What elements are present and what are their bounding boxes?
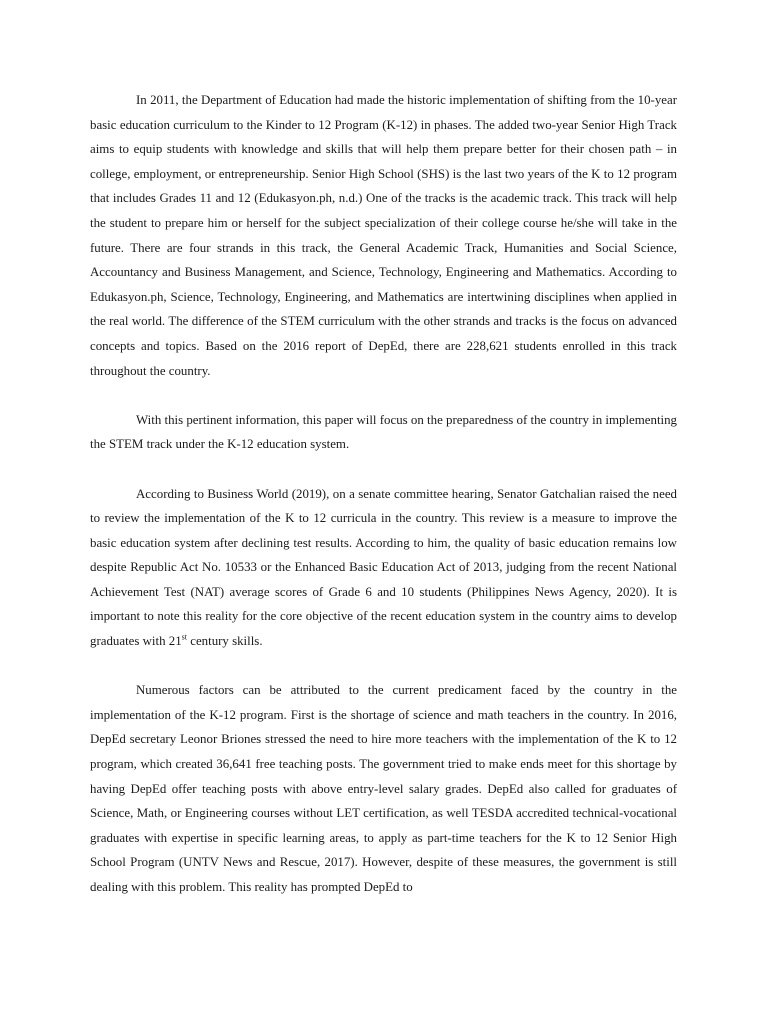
paragraph-senate-review-text-end: century skills. bbox=[187, 634, 263, 649]
ordinal-superscript: st bbox=[181, 632, 187, 642]
paragraph-paper-focus: With this pertinent information, this paper will focus on the preparedness of the country in implementing the STEM track under the K-12 education system. bbox=[90, 412, 677, 452]
paragraph-teacher-shortage: Numerous factors can be attributed to the current predicament faced by the country in the implementation of the K-12 program. First is the shortage of science and math teachers in the country. In 2016, DepEd secretary Leonor Briones stressed the need to hire more teachers with the implementation of the K to 12 program, which created 36,641 free teaching posts. The government tried to make ends meet for this shortage by having DepEd offer teaching posts with above entry-level salary grades. DepEd also called for graduates of Science, Math, or Engineering courses without LET certification, as well TESDA accredited technical-vocational graduates with expertise in specific learning areas, to apply as part-time teachers for the K to 12 Senior High School Program (UNTV News and Rescue, 2017). However, despite of these measures, the government is still dealing with this problem. This reality has prompted DepEd to bbox=[90, 683, 677, 894]
paragraph-senate-review-text: According to Business World (2019), on a senate committee hearing, Senator Gatchalian raised the need to review the implementation of the K to 12 curricula in the country. This review is a measure to improve the basic education system after declining test results. According to him, the quality of basic education remains low despite Republic Act No. 10533 or the Enhanced Basic Education Act of 2013, judging from the recent National Achievement Test (NAT) average scores of Grade 6 and 10 students (Philippines News Agency, 2020). It is important to note this reality for the core objective of the recent education system in the country aims to develop graduates with 21 bbox=[90, 486, 677, 649]
paragraph-k12-background: In 2011, the Department of Education had made the historic implementation of shifting from the 10-year basic education curriculum to the Kinder to 12 Program (K-12) in phases. The added two-year Senior High Track aims to equip students with knowledge and skills that will help them prepare better for their chosen path – in college, employment, or entrepreneurship. Senior High School (SHS) is the last two years of the K to 12 program that includes Grades 11 and 12 (Edukasyon.ph, n.d.) One of the tracks is the academic track. This track will help the student to prepare him or herself for the subject specialization of their college course he/she will take in the future. There are four strands in this track, the General Academic Track, Humanities and Social Science, Accountancy and Business Management, and Science, Technology, Engineering and Mathematics. According to Edukasyon.ph, Science, Technology, Engineering, and Mathematics are intertwining disciplines when applied in the real world. The difference of the STEM curriculum with the other strands and tracks is the focus on advanced concepts and topics. Based on the 2016 report of DepEd, there are 228,621 students enrolled in this track throughout the country. bbox=[90, 93, 677, 378]
paragraph-senate-review bbox=[90, 482, 677, 654]
body-text bbox=[90, 88, 677, 900]
